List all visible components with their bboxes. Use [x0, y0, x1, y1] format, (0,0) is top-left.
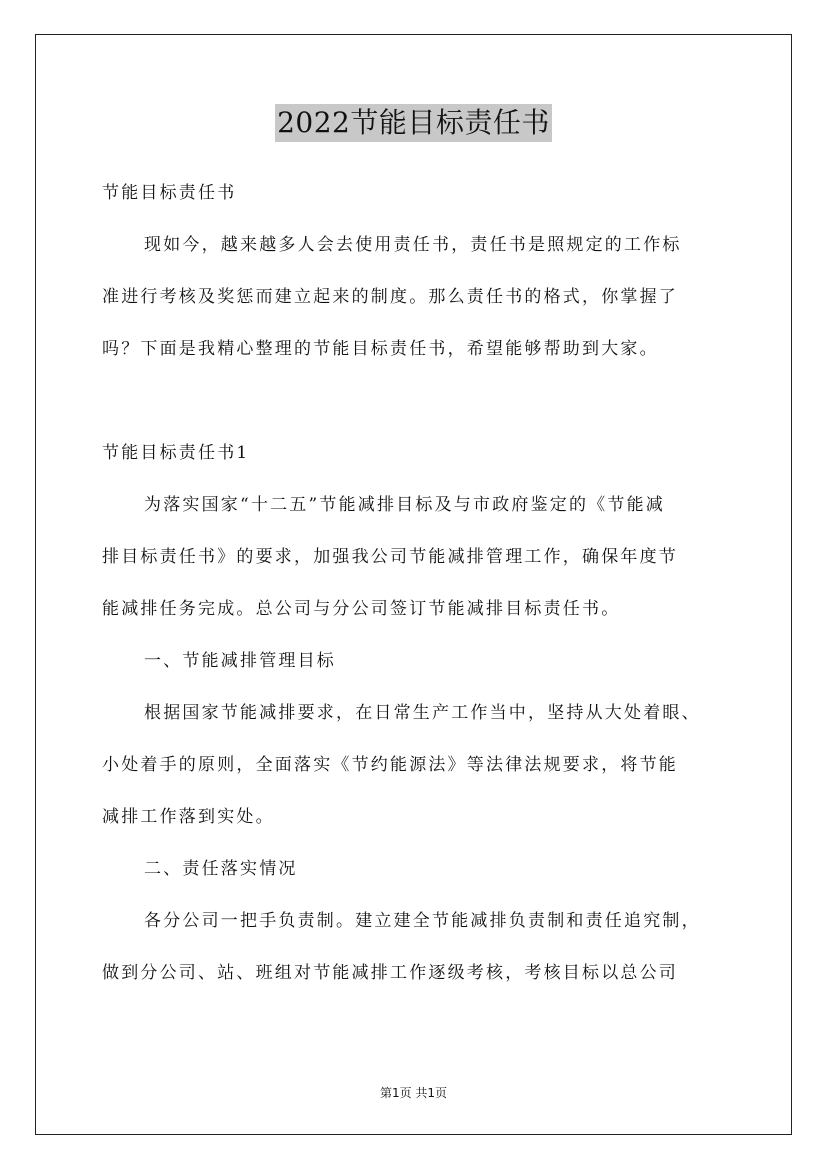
paragraph-line: 根据国家节能减排要求，在日常生产工作当中，坚持从大处着眼、 [144, 703, 701, 723]
page-footer: 第1页 共1页 [379, 1086, 448, 1100]
paragraph-line: 节能目标责任书1 [102, 443, 250, 463]
paragraph-line: 排目标责任书》的要求，加强我公司节能减排管理工作，确保年度节 [102, 547, 678, 567]
paragraph-line: 吗？下面是我精心整理的节能目标责任书，希望能够帮助到大家。 [102, 339, 659, 359]
title-container [0, 104, 827, 142]
paragraph-line: 为落实国家“十二五”节能减排目标及与市政府鉴定的《节能减 [144, 495, 665, 515]
paragraph-line: 减排工作落到实处。 [102, 807, 275, 827]
paragraph-line: 能减排任务完成。总公司与分公司签订节能减排目标责任书。 [102, 599, 621, 619]
paragraph-line: 各分公司一把手负责制。建立建全节能减排负责制和责任追究制， [144, 911, 701, 931]
paragraph-line: 一、节能减排管理目标 [144, 651, 336, 671]
document-title: 2022节能目标责任书 [275, 104, 552, 142]
paragraph-line: 做到分公司、站、班组对节能减排工作逐级考核，考核目标以总公司 [102, 963, 678, 983]
blank-line [102, 384, 728, 436]
paragraph-line: 小处着手的原则，全面落实《节约能源法》等法律法规要求，将节能 [102, 755, 678, 775]
paragraph-line: 二、责任落实情况 [144, 859, 298, 879]
paragraph-line: 现如今，越来越多人会去使用责任书，责任书是照规定的工作标 [144, 235, 682, 255]
paragraph-line: 准进行考核及奖惩而建立起来的制度。那么责任书的格式，你掌握了 [102, 287, 678, 307]
paragraph-line: 节能目标责任书 [102, 183, 237, 203]
document-body [102, 176, 728, 1008]
